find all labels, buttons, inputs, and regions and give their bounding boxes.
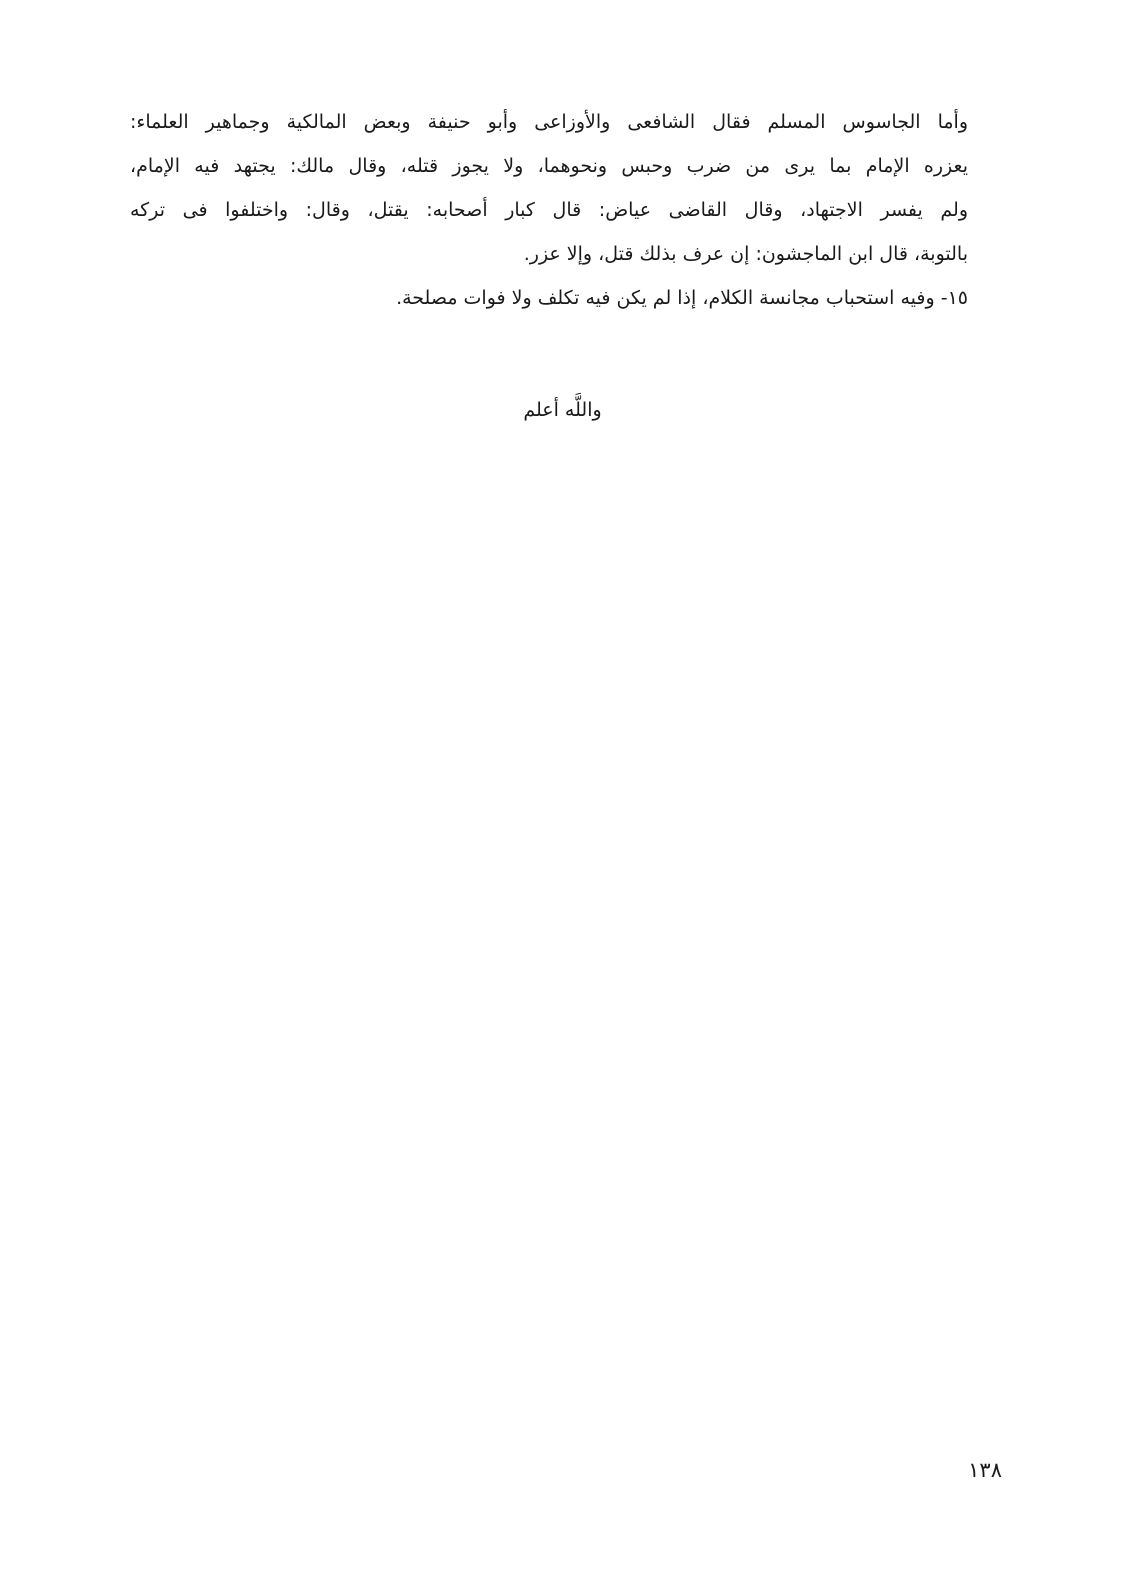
closing-text: واللَّه أعلم bbox=[523, 399, 602, 421]
closing-phrase bbox=[0, 390, 1131, 430]
paragraph-line: بالتوبة، قال ابن الماجشون: إن عرف بذلك قتل، وإلا عزر. bbox=[523, 243, 968, 265]
paragraph-line: وأما الجاسوس المسلم فقال الشافعى والأوزاعى وأبو حنيفة وبعض المالكية وجماهير العلماء: bbox=[130, 111, 968, 133]
numbered-item-15: ١٥- وفيه استحباب مجانسة الكلام، إذا لم يكن فيه تكلف ولا فوات مصلحة. bbox=[396, 287, 968, 309]
body-paragraph bbox=[130, 100, 968, 276]
page-number: ١٣٨ bbox=[968, 1458, 1002, 1482]
paragraph-line: يعزره الإمام بما يرى من ضرب وحبس ونحوهما، ولا يجوز قتله، وقال مالك: يجتهد فيه الإمام، bbox=[130, 155, 968, 177]
paragraph-line: ولم يفسر الاجتهاد، وقال القاضى عياض: قال كبار أصحابه: يقتل، وقال: واختلفوا فى تركه bbox=[130, 199, 968, 221]
